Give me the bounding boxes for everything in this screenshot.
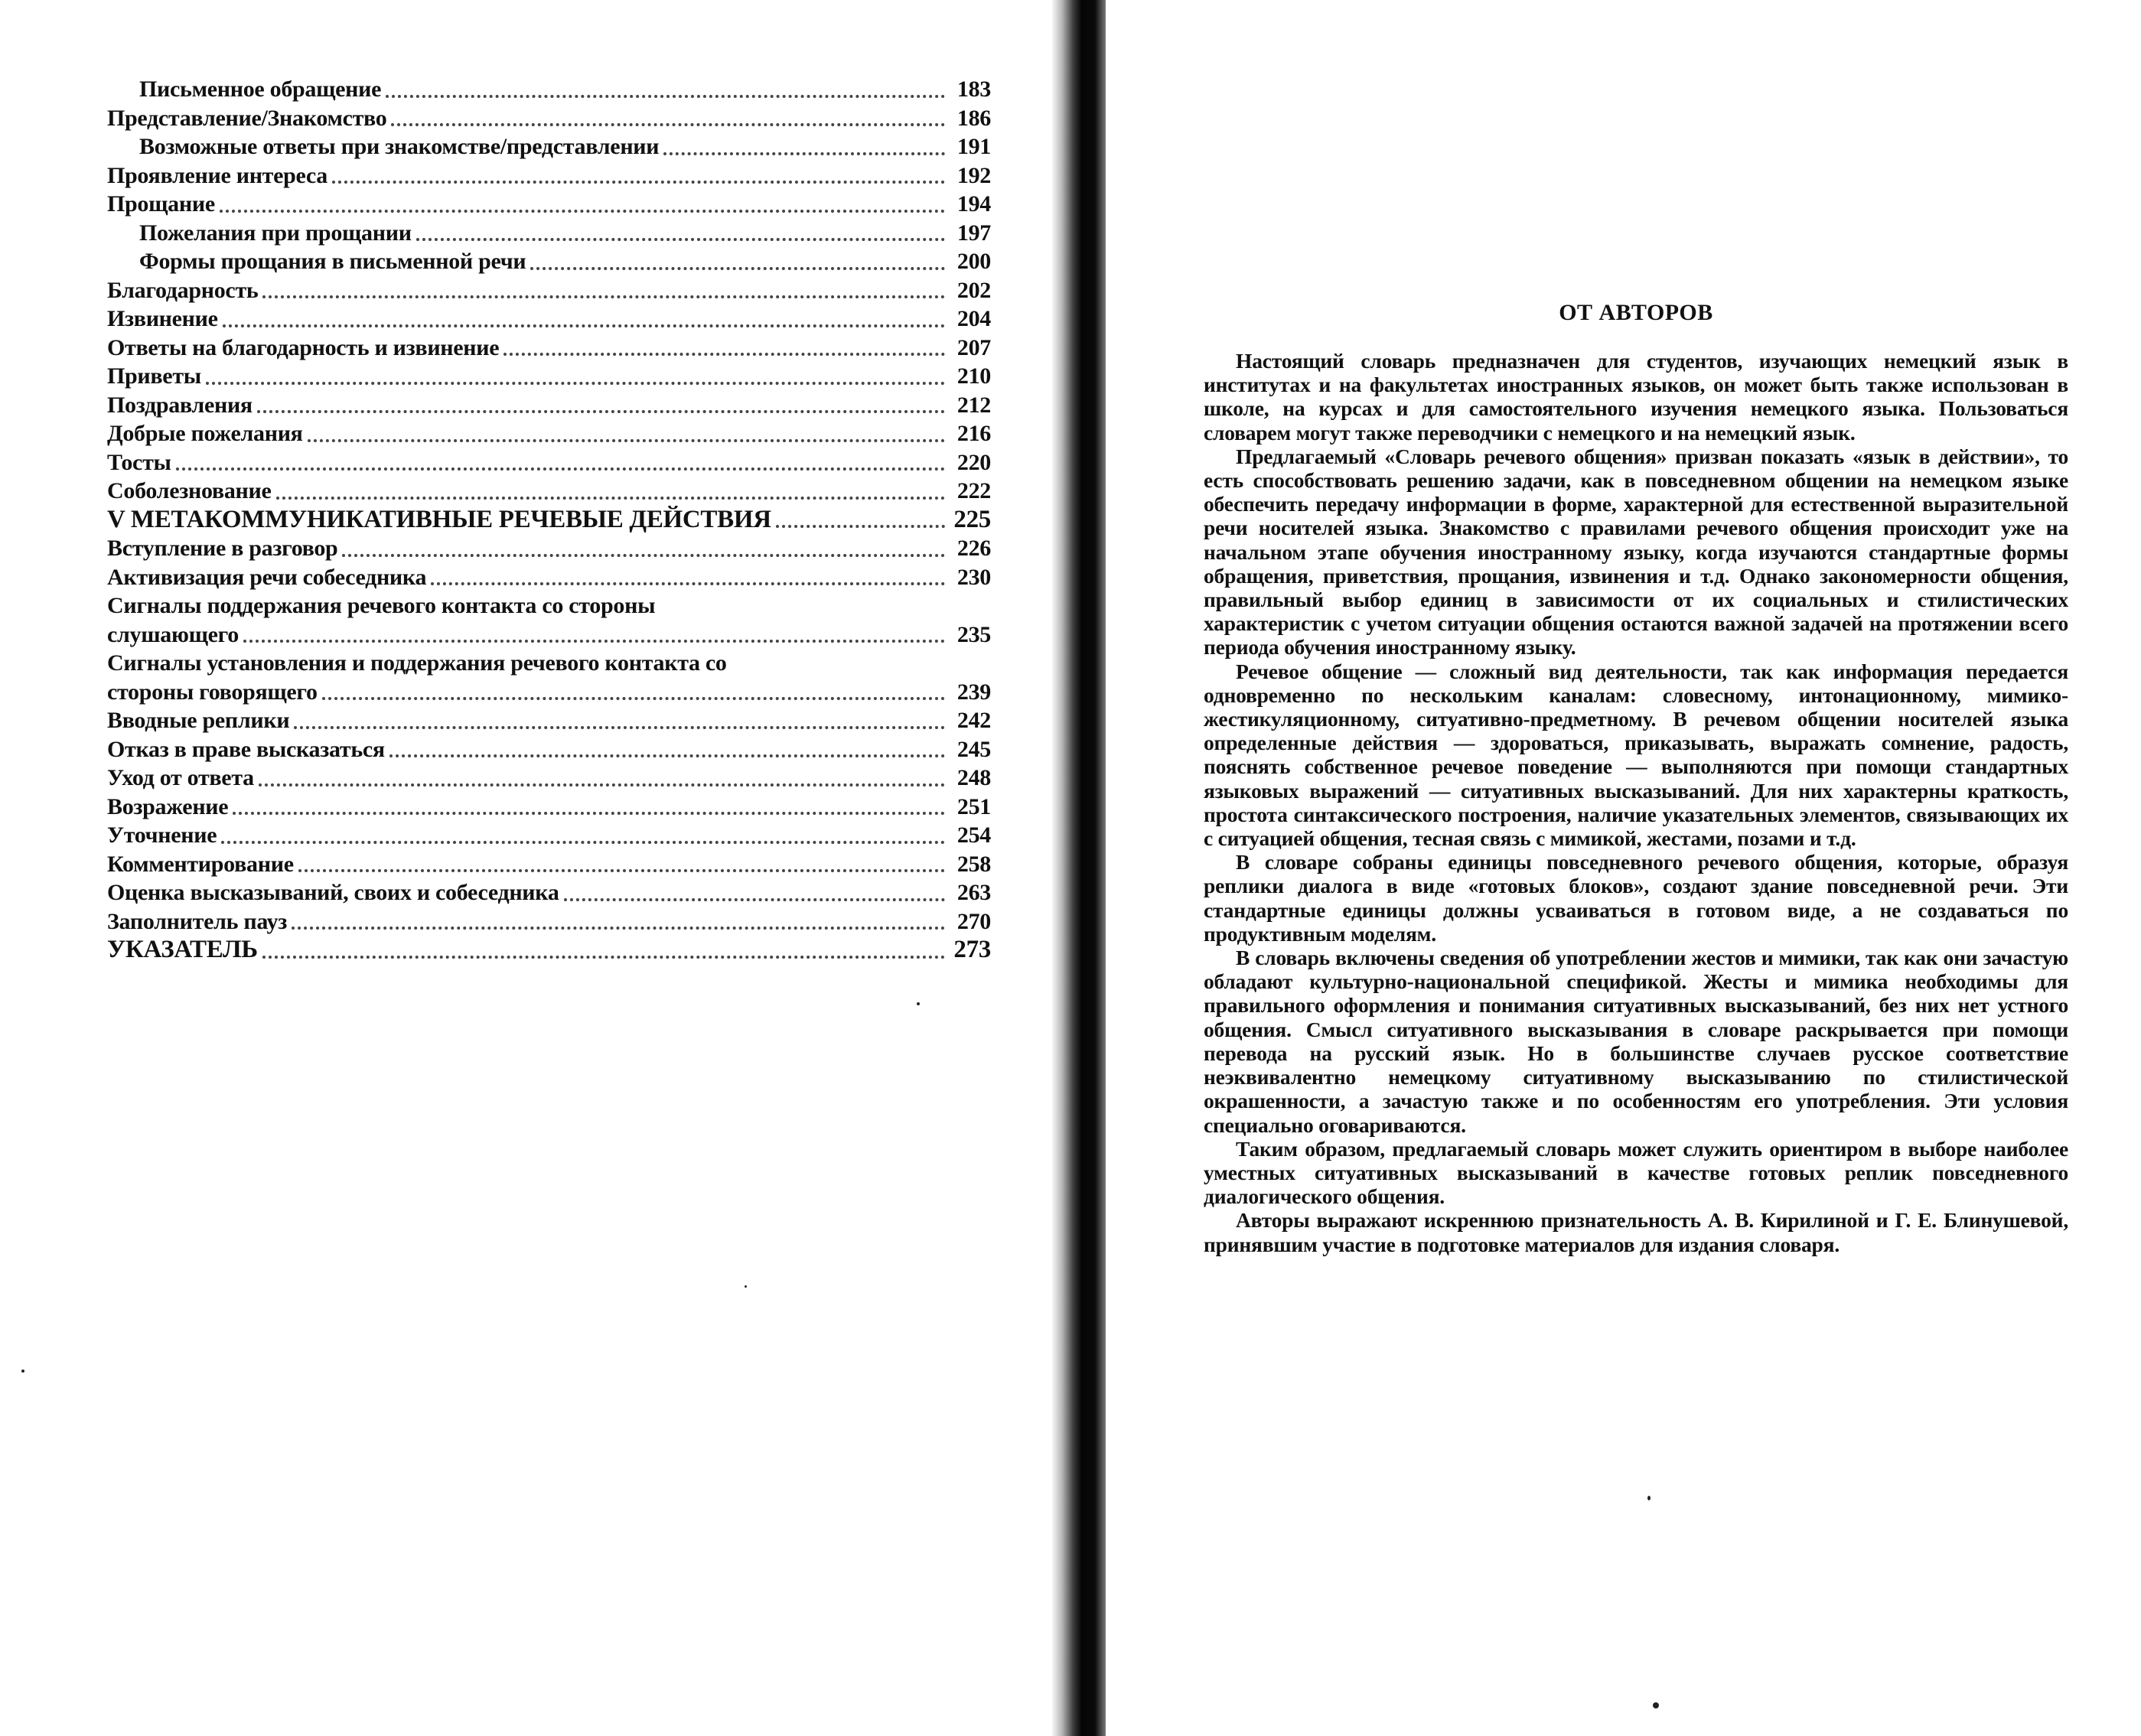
dot-leader: [206, 382, 945, 385]
table-of-contents: [107, 75, 991, 965]
toc-entry: [107, 276, 991, 305]
toc-entry-title: Добрые пожелания: [107, 421, 303, 446]
left-page: [0, 0, 1056, 1736]
toc-entry: [107, 132, 991, 161]
toc-entry-wrapped: [107, 591, 991, 649]
preface-paragraph: В словаре собраны единицы повседневного речевого общения, которые, образуя реплики диалога в виде «готовых блоков», создают здание повседневной речи. Эти стандартные единицы должны усваиваться в готовом виде, а не создаваться по продуктивным моделям.: [1204, 850, 2068, 946]
toc-entry: [107, 506, 991, 535]
toc-entry: [107, 190, 991, 219]
toc-entry-page: 258: [956, 851, 991, 877]
toc-entry-page: 194: [956, 191, 991, 217]
toc-entry-title: Поздравления: [107, 392, 253, 418]
toc-entry-title: Ответы на благодарность и извинение: [107, 334, 500, 360]
dot-leader: [176, 467, 945, 471]
toc-entry-title: Комментирование: [107, 851, 294, 877]
toc-entry-title: Формы прощания в письменной речи: [139, 249, 526, 274]
toc-entry-title: Соболезнование: [107, 478, 272, 503]
toc-entry-page: 235: [956, 621, 991, 647]
toc-entry-title: Оценка высказываний, своих и собеседника: [107, 880, 559, 905]
toc-entry: [107, 161, 991, 191]
toc-entry-title-line1: Сигналы установления и поддержания речевого контакта со: [107, 650, 727, 676]
preface-paragraph: Таким образом, предлагаемый словарь может служить ориентиром в выборе наиболее уместных ситуативных высказываний в качестве готовых реплик повседневного диалогического общения.: [1204, 1136, 2068, 1209]
dot-leader: [431, 582, 945, 585]
toc-entry: [107, 620, 991, 650]
toc-entry-page: 192: [956, 162, 991, 188]
dot-leader: [663, 152, 945, 155]
dot-leader: [220, 210, 945, 213]
dot-leader: [503, 353, 945, 356]
toc-entry-page: 197: [956, 220, 991, 246]
scan-speck: [1647, 1496, 1651, 1500]
dot-leader: [292, 927, 945, 930]
preface-paragraph: В словарь включены сведения об употреблении жестов и мимики, так как они зачастую обладают культурно-национальной спецификой. Жесты и мимика необходимы для правильного оформления и понимания ситуативных высказываний, без них нет устного общения. Смысл ситуативного высказывания в словаре раскрывается при помощи перевода на русский язык. Но в большинстве случаев русское соответствие неэквивалентно немецкому ситуативному высказыванию по стилистической окрашенности, а зачастую также и по особенностям его употребления. Эти условия специально оговариваются.: [1204, 946, 2068, 1137]
dot-leader: [389, 754, 945, 757]
toc-entry-title: Благодарность: [107, 277, 259, 303]
toc-entry-title: Заполнитель пауз: [107, 908, 287, 934]
dot-leader: [233, 812, 945, 815]
dot-leader: [243, 640, 945, 643]
toc-entry-page: 222: [956, 478, 991, 503]
toc-entry: [107, 678, 991, 707]
dot-leader: [221, 841, 945, 844]
toc-entry: [107, 362, 991, 391]
toc-entry: [107, 391, 991, 420]
toc-entry: [107, 821, 991, 850]
preface-paragraph: Речевое общение — сложный вид деятельности, так как информация передается одновременно по нескольким каналам: словесному, интонационному, мимико-жестикуляционному, ситуативно-предметному. В речевом общении носителей языка определенные действия — здороваться, приказывать, выражать сомнение, радость, пояснять собственное речевое поведение — выполняются при помощи стандартных языковых выражений — ситуативных высказываний. Для них характерны краткость, простота синтаксического построения, наличие указательных элементов, связывающих их с ситуацией общения, тесная связь с мимикой, жестами, позами и т.д.: [1204, 659, 2068, 851]
toc-entry: [107, 936, 991, 965]
toc-entry-page: 239: [956, 679, 991, 705]
toc-entry: [107, 104, 991, 133]
toc-entry: [107, 219, 991, 248]
toc-entry-title: Уточнение: [107, 822, 217, 848]
toc-entry-page: 200: [956, 249, 991, 274]
preface-paragraph: Предлагаемый «Словарь речевого общения» призван показать «язык в действии», то есть способствовать решению задачи, как в повседневном общении на немецком языке обеспечить передачу информации в форме, характерной для естественной выразительной речи носителей языка. Знакомство с правилами речевого общения происходит уже на начальном этапе обучения иностранному языку, когда изучаются стандартные формы обращения, приветствия, прощания, извинения и т.д. Однако закономерности общения, правильный выбор единиц в зависимости от их социальных и стилистических характеристик с учетом ситуации общения остаются важной задачей на протяжении всего периода обучения иностранному языку.: [1204, 444, 2068, 660]
toc-entry-page: 212: [956, 392, 991, 418]
dot-leader: [223, 324, 945, 327]
toc-entry: [107, 850, 991, 879]
toc-entry: [107, 419, 991, 448]
toc-entry: [107, 477, 991, 506]
dot-leader: [386, 95, 945, 98]
toc-entry-page: 186: [956, 105, 991, 131]
preface-paragraph: Настоящий словарь предназначен для студентов, изучающих немецкий язык в институтах и на факультетах иностранных языков, он может быть также использован в школе, на курсах и для самостоятельного изучения немецкого языка. Пользоваться словарем могут также переводчики с немецкого и на немецкий язык.: [1204, 349, 2068, 445]
toc-entry-page: 230: [956, 564, 991, 590]
toc-entry-title: Вступление в разговор: [107, 536, 338, 561]
toc-entry: [107, 878, 991, 907]
toc-entry: [107, 305, 991, 334]
toc-entry-page: 225: [953, 505, 991, 533]
toc-entry-title: Отказ в праве высказаться: [107, 736, 385, 762]
toc-entry: [107, 907, 991, 936]
toc-entry: [107, 334, 991, 363]
toc-entry-title-line2: стороны говорящего: [107, 679, 318, 705]
toc-entry-title: Прощание: [107, 191, 215, 217]
toc-entry-page: 263: [956, 880, 991, 905]
preface: [1204, 300, 2068, 1256]
toc-entry: [107, 75, 991, 104]
toc-entry-page: 204: [956, 306, 991, 331]
toc-entry: [107, 563, 991, 592]
dot-leader: [416, 238, 945, 241]
dot-leader: [298, 869, 945, 872]
toc-entry-title: УКАЗАТЕЛЬ: [107, 936, 258, 963]
dot-leader: [262, 295, 945, 298]
toc-entry-page: 251: [956, 793, 991, 819]
toc-entry: [107, 793, 991, 822]
toc-entry-title: Извинение: [107, 306, 218, 331]
toc-entry: [107, 706, 991, 735]
toc-entry-page: 220: [956, 449, 991, 475]
dot-leader: [262, 956, 945, 959]
toc-entry-page: 270: [956, 908, 991, 934]
toc-entry-title: Возражение: [107, 793, 229, 819]
scan-speck: [1653, 1702, 1659, 1708]
preface-title: ОТ АВТОРОВ: [1559, 300, 1713, 325]
dot-leader: [294, 726, 945, 729]
toc-entry: [107, 764, 991, 793]
toc-entry-page: 207: [956, 334, 991, 360]
toc-entry-page: 216: [956, 421, 991, 446]
toc-entry-page: 248: [956, 765, 991, 790]
toc-entry-title: Возможные ответы при знакомстве/представлении: [139, 134, 660, 159]
toc-entry-page: 226: [956, 536, 991, 561]
toc-entry: [107, 448, 991, 477]
scan-speck: [745, 1285, 747, 1288]
toc-entry: [107, 534, 991, 563]
book-spine: [1052, 0, 1106, 1736]
toc-entry: [107, 735, 991, 764]
dot-leader: [776, 525, 945, 528]
scan-speck: [917, 1002, 920, 1005]
toc-entry-page: 242: [956, 708, 991, 733]
toc-entry-title: Тосты: [107, 449, 171, 475]
dot-leader: [259, 783, 945, 787]
toc-entry-title: Активизация речи собеседника: [107, 564, 427, 590]
toc-entry-title: V МЕТАКОММУНИКАТИВНЫЕ РЕЧЕВЫЕ ДЕЙСТВИЯ: [107, 505, 771, 533]
toc-entry-title: Пожелания при прощании: [139, 220, 412, 246]
toc-entry-page: 202: [956, 277, 991, 303]
preface-paragraph: Авторы выражают искреннюю признательность А. В. Кирилиной и Г. Е. Блинушевой, принявшим участие в подготовке материалов для издания словаря.: [1204, 1208, 2068, 1256]
toc-entry-title-line1: Сигналы поддержания речевого контакта со стороны: [107, 593, 656, 618]
toc-entry-wrapped: [107, 649, 991, 706]
dot-leader: [342, 554, 945, 557]
toc-entry-title: Уход от ответа: [107, 765, 254, 790]
toc-entry-page: 191: [956, 134, 991, 159]
toc-entry: [107, 247, 991, 276]
dot-leader: [276, 497, 945, 500]
preface-body: [1204, 349, 2068, 1256]
dot-leader: [308, 439, 945, 442]
dot-leader: [322, 697, 945, 700]
toc-entry-title: Проявление интереса: [107, 162, 328, 188]
dot-leader: [257, 410, 945, 413]
toc-entry-title: Приветы: [107, 363, 201, 389]
dot-leader: [564, 898, 945, 901]
dot-leader: [530, 267, 945, 270]
scan-speck: [21, 1370, 24, 1373]
toc-entry-page: 245: [956, 736, 991, 762]
toc-entry-page: 210: [956, 363, 991, 389]
toc-entry-page: 273: [953, 936, 991, 963]
toc-entry-page: 183: [956, 77, 991, 102]
toc-entry-title: Представление/Знакомство: [107, 105, 387, 131]
toc-entry-title: Вводные реплики: [107, 708, 290, 733]
toc-entry-title-line2: слушающего: [107, 621, 239, 647]
dot-leader: [391, 123, 945, 126]
dot-leader: [332, 181, 945, 184]
toc-entry-title: Письменное обращение: [139, 77, 382, 102]
toc-entry-page: 254: [956, 822, 991, 848]
